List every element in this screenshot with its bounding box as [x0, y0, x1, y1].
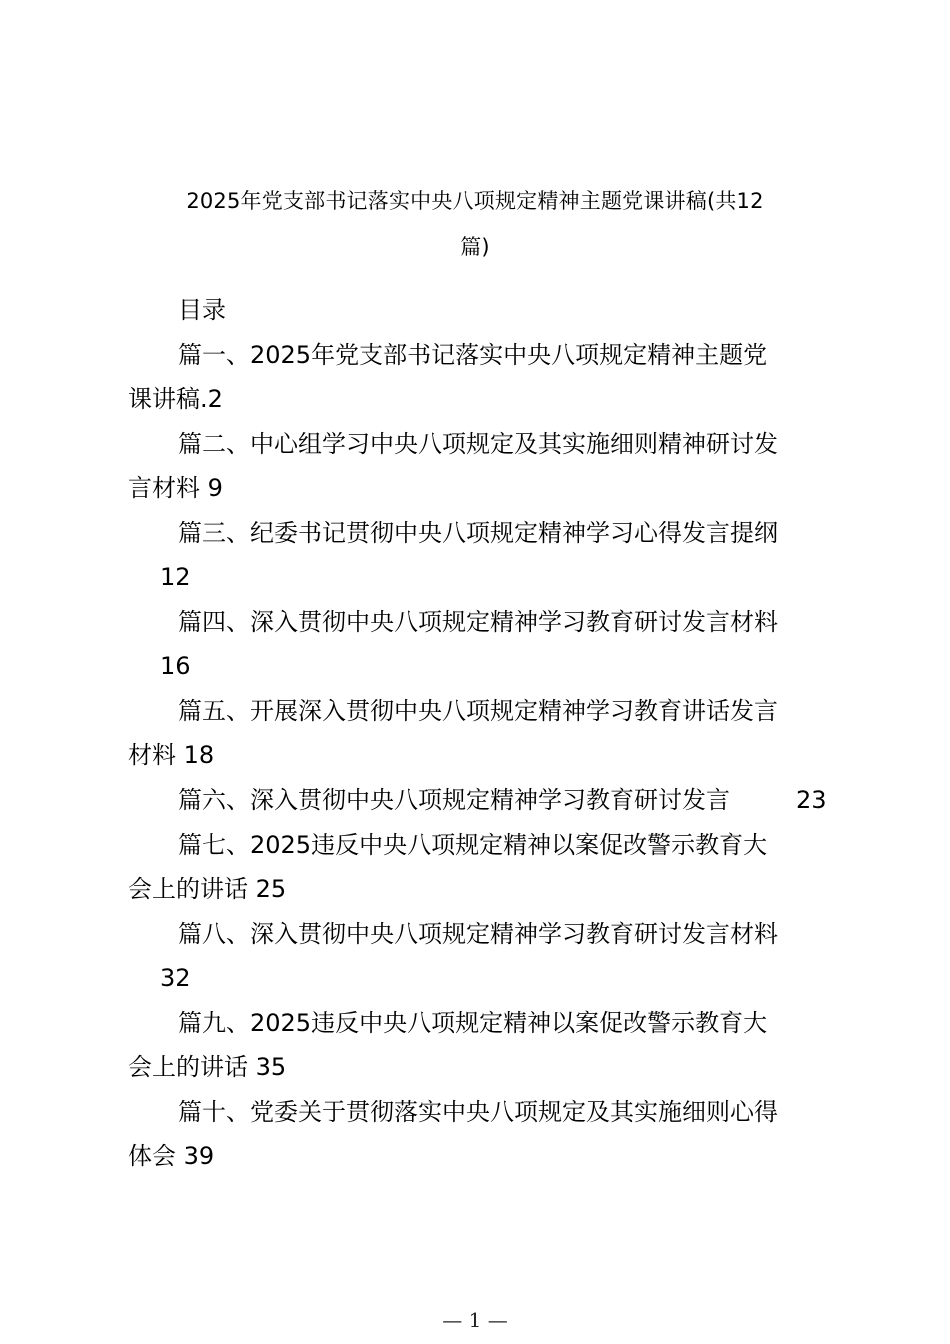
toc-entry-4-page[interactable]: 16: [160, 652, 191, 680]
toc-entry-1-line-1[interactable]: 篇一、2025年党支部书记落实中央八项规定精神主题党: [178, 341, 768, 369]
toc-entry-2-line-2[interactable]: 言材料 9: [128, 474, 223, 502]
toc-entry-10-line-1[interactable]: 篇十、党委关于贯彻落实中央八项规定及其实施细则心得: [178, 1098, 778, 1126]
toc-entry-6-line-1[interactable]: 篇六、深入贯彻中央八项规定精神学习教育研讨发言: [178, 786, 730, 814]
toc-entry-3-line-1[interactable]: 篇三、纪委书记贯彻中央八项规定精神学习心得发言提纲: [178, 519, 778, 547]
toc-entry-8-line-1[interactable]: 篇八、深入贯彻中央八项规定精神学习教育研讨发言材料: [178, 920, 778, 948]
toc-entry-3-page[interactable]: 12: [160, 563, 191, 591]
toc-entry-9-line-1[interactable]: 篇九、2025违反中央八项规定精神以案促改警示教育大: [178, 1009, 768, 1037]
title-line-1: 2025年党支部书记落实中央八项规定精神主题党课讲稿(共12: [186, 189, 764, 213]
title-line-2: 篇): [460, 235, 490, 259]
toc-entry-7-line-2[interactable]: 会上的讲话 25: [128, 875, 287, 903]
toc-entry-5-line-1[interactable]: 篇五、开展深入贯彻中央八项规定精神学习教育讲话发言: [178, 697, 778, 725]
toc-entry-4-line-1[interactable]: 篇四、深入贯彻中央八项规定精神学习教育研讨发言材料: [178, 608, 778, 636]
page-number: — 1 —: [442, 1308, 508, 1332]
toc-entry-10-line-2[interactable]: 体会 39: [128, 1142, 215, 1170]
toc-entry-6-page[interactable]: 23: [796, 786, 827, 814]
toc-heading: 目录: [178, 296, 226, 324]
toc-entry-1-line-2[interactable]: 课讲稿.2: [128, 385, 223, 413]
toc-entry-7-line-1[interactable]: 篇七、2025违反中央八项规定精神以案促改警示教育大: [178, 831, 768, 859]
toc-entry-8-page[interactable]: 32: [160, 964, 191, 992]
toc-entry-9-line-2[interactable]: 会上的讲话 35: [128, 1053, 287, 1081]
toc-entry-2-line-1[interactable]: 篇二、中心组学习中央八项规定及其实施细则精神研讨发: [178, 430, 778, 458]
toc-entry-5-line-2[interactable]: 材料 18: [128, 741, 215, 769]
